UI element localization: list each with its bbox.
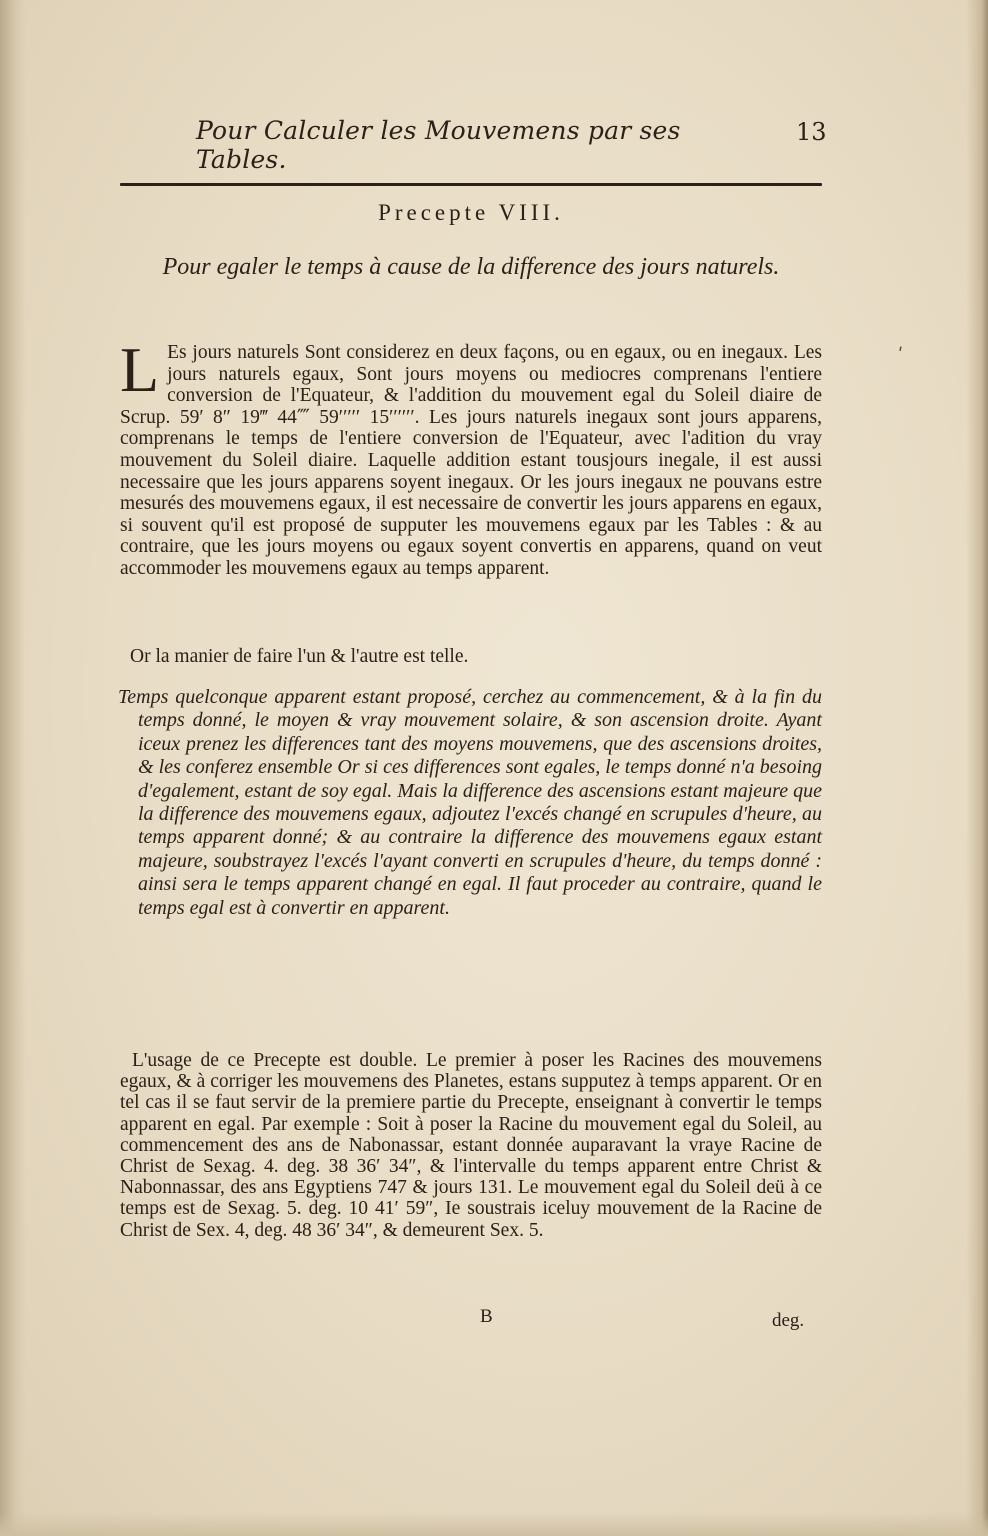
catchword: deg.	[772, 1310, 805, 1331]
page-gutter-shadow	[0, 0, 26, 1536]
margin-mark-icon: ʹ	[898, 345, 904, 366]
paragraph-intro-text: Es jours naturels Sont considerez en deux façons, ou en egaux, ou en inegaux. Les jours naturels egaux, Sont jours moyens ou mediocres comprenans l'entiere conversion de l'Equateur, & l'addition du mouvement egal du Soleil diaire de Scrup. 59′ 8″ 19‴ 44⁗ 59′′′′′ 15′′′′′′. Les jours naturels inegaux sont jours apparens, comprenans le temps de l'entiere conversion de l'Equateur, avec l'adition du vray mouvement du Soleil diaire. Laquelle addition estant tousjours inegale, il est aussi necessaire que les jours apparens soyent inegaux. Or les jours inegaux ne pouvans estre mesurés des mouvemens egaux, il est necessaire de convertir les jours apparens en egaux, si souvent qu'il est proposé de supputer les mouvemens egaux par les Tables : & au contraire, que les jours moyens ou egaux soyent convertis en apparens, quand on veut accommoder les mouvemens egaux au temps apparent.	[120, 342, 822, 579]
paragraph-rule-italic: Temps quelconque apparent estant proposé, cerchez au commencement, & à la fin du temps donné, le moyen & vray mouvement solaire, & son ascension droite. Ayant iceux prenez les differences tant des moyens mouvemens, que des ascensions droites, & les conferez ensemble Or si ces differences sont egales, le temps donné n'a besoing d'egalement, estant de soy egal. Mais la difference des ascensions estant majeure que la difference des mouvemens egaux, adjoutez l'excés changé en scrupules d'heure, au temps apparent donné; & au contraire la difference des mouvemens egaux estant majeure, soubstrayez l'excés l'ayant converti en scrupules d'heure, du temps donné : ainsi sera le temps apparent changé en egal. Il faut proceder au contraire, quand le temps egal est à convertir en apparent.	[118, 686, 822, 919]
drop-cap: L	[120, 334, 160, 405]
running-title: Pour Calculer les Mouvemens par ses Tables.	[196, 116, 681, 174]
page-edge-bottom	[0, 1512, 988, 1536]
page-number: 13	[796, 118, 827, 146]
paragraph-transition: Or la manier de faire l'un & l'autre est telle.	[130, 646, 469, 667]
precept-heading: Precepte VIII.	[378, 200, 564, 225]
precept-subtitle: Pour egaler le temps à cause de la difference des jours naturels.	[162, 254, 780, 280]
header-rule	[120, 183, 822, 186]
paragraph-intro	[120, 334, 822, 580]
paragraph-usage: L'usage de ce Precepte est double. Le premier à poser les Racines des mouvemens egaux, & à corriger les mouvemens des Planetes, estans supputez à temps apparent. Or en tel cas il se faut servir de la premiere partie du Precepte, enseignant à convertir le temps apparent en egal. Par exemple : Soit à poser la Racine du mouvement egal du Soleil, au commencement des ans de Nabonassar, estant donnée auparavant la vraye Racine de Christ de Sexag. 4. deg. 38 36′ 34″, & l'intervalle du temps apparent entre Christ & Nabonnassar, des ans Egyptiens 747 & jours 131. Le mouvement egal du Soleil deü à ce temps est de Sexag. 5. deg. 10 41′ 59″, Ie soustrais iceluy mouvement de la Racine de Christ de Sex. 4, deg. 48 36′ 34″, & demeurent Sex. 5.	[120, 1050, 822, 1241]
signature-mark: B	[480, 1306, 493, 1327]
page-edge-right	[966, 0, 988, 1536]
